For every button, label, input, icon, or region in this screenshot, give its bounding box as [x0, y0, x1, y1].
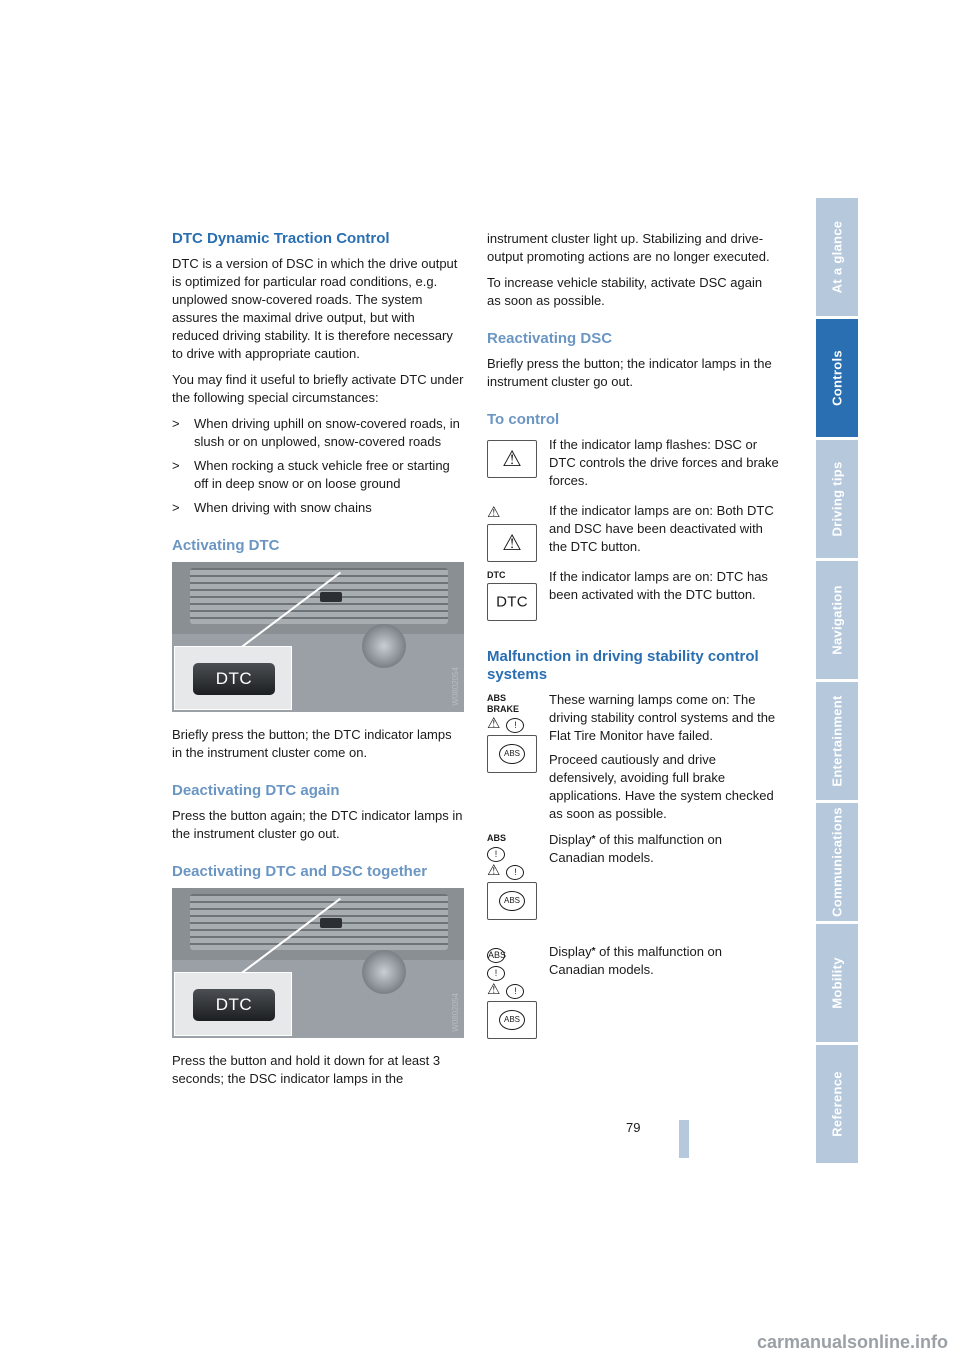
lamp-icons — [487, 570, 545, 621]
tab-controls[interactable]: Controls — [816, 319, 858, 437]
image-code: W0802054 — [451, 993, 460, 1032]
small-warning-triangle-icon: ⚠ — [487, 862, 501, 879]
together-heading: Deactivating DTC and DSC together — [172, 863, 428, 880]
canada-icons-2 — [487, 945, 545, 1039]
rotary-knob — [362, 950, 406, 994]
deactivating-paragraph: Press the button again; the DTC indicator lamps in the instrument cluster go out. — [172, 808, 463, 841]
air-vent — [190, 568, 448, 624]
malfunction-text-1: These warning lamps come on: The driving stability control systems and the Flat Tire Monitor have failed. — [549, 692, 776, 743]
dashboard-photo-activate — [172, 562, 464, 712]
activating-heading: Activating DTC — [172, 537, 280, 554]
exclamation-circle-icon: ! — [487, 966, 505, 981]
tab-driving-tips[interactable]: Driving tips — [816, 440, 858, 558]
right-column — [487, 230, 779, 1055]
lamp-icons — [487, 504, 545, 562]
small-warning-triangle-icon: ⚠ — [487, 715, 501, 732]
control-heading: To control — [487, 411, 560, 428]
dtc-lamp-icon: DTC — [487, 583, 537, 621]
brake-label: BRAKE — [487, 704, 520, 714]
exclamation-circle-icon: ! — [506, 865, 524, 880]
canada-display-row-1 — [487, 831, 779, 935]
lamp-icons — [487, 438, 545, 478]
dtc-small-label: DTC — [487, 570, 506, 580]
page-marker-bar — [679, 1120, 689, 1158]
exclamation-circle-icon: ! — [487, 847, 505, 862]
dtc-lamp-text: If the indicator lamps are on: DTC has been activated with the DTC button. — [549, 569, 768, 602]
list-item: > When driving uphill on snow-covered roads, in slush or on unplowed, snow-covered roads — [172, 415, 464, 451]
image-code: W0802054 — [451, 667, 460, 706]
abs-lamp-icon: ABS — [487, 882, 537, 920]
left-column — [172, 230, 464, 1096]
air-vent — [190, 894, 448, 950]
malfunction-icons — [487, 693, 545, 773]
tab-entertainment[interactable]: Entertainment — [816, 682, 858, 800]
lamp-flashing-row — [487, 436, 779, 494]
warning-triangle-icon: ⚠ — [487, 524, 537, 562]
page-number: 79 — [626, 1120, 641, 1135]
tab-mobility[interactable]: Mobility — [816, 924, 858, 1042]
circumstances-list — [172, 415, 464, 517]
dashboard-photo-together — [172, 888, 464, 1038]
small-warning-triangle-icon: ⚠ — [487, 981, 501, 998]
canada-display-row-2 — [487, 943, 779, 1047]
list-item: > When rocking a stuck vehicle free or starting off in deep snow or on loose ground — [172, 457, 464, 493]
dtc-button-location — [320, 592, 342, 602]
canada-display-text-2: Display* of this malfunction on Canadian models. — [549, 944, 722, 977]
abs-label: ABS — [487, 693, 507, 703]
abs-circle-icon: ABS — [487, 948, 505, 963]
reactivating-heading: Reactivating DSC — [487, 330, 613, 347]
malfunction-text-2: Proceed cautiously and drive defensively, avoiding full brake applications. Have the system checked as soon as possible. — [549, 752, 774, 821]
list-item: > When driving with snow chains — [172, 499, 464, 517]
tab-reference[interactable]: Reference — [816, 1045, 858, 1163]
warning-triangle-icon: ⚠ — [487, 440, 537, 478]
abs-label: ABS — [487, 833, 507, 843]
asterisk: * — [591, 834, 596, 845]
tab-at-a-glance[interactable]: At a glance — [816, 198, 858, 316]
increase-paragraph: To increase vehicle stability, activate DSC again as soon as possible. — [487, 275, 763, 308]
lamp-on-row — [487, 502, 779, 560]
malfunction-heading: Malfunction in driving stability control systems — [487, 648, 759, 683]
lamp-on-text: If the indicator lamps are on: Both DTC and DSC have been deactivated with the DTC button. — [549, 503, 774, 554]
intro-paragraph: DTC is a version of DSC in which the drive output is optimized for particular road conditions, e.g. unplowed snow-covered roads. The system assures the maximal drive output, but with reduced driving stability. It is therefore necessary to drive with appropriate caution. — [172, 256, 458, 361]
button-inset — [174, 972, 292, 1036]
circumstances-paragraph: You may find it useful to briefly activate DTC under the following special circumstances: — [172, 372, 464, 405]
abs-lamp-icon: ABS — [487, 1001, 537, 1039]
manual-page: At a glance Controls Driving tips Navigation Entertainment Communications Mobility Reference DTC Dynamic Traction Control DTC is a version of DSC in which the drive output is optimized for particular road conditions, e.g. unplowed snow-covered roads. The system assures the maximal drive output, but with reduced driving stability. It is therefore necessary to drive with appropriate caution. You may find it useful to briefly activate DTC under the following special circumstances: > When driving uphill on snow-covered roads, in slush or on unplowed, snow-covered roads > When rocking a stuck vehicle free or starting off in deep snow or on loose ground > When driving with snow chains Activating DTC DTC W0802054 Briefly press the button; the DTC indicator lamps in the instrument cluster come on. Deactivating DTC again Press the button again; the DTC indicator lamps in the instrument cluster go out. Deactivating DTC and DSC together DTC W0802054 Press the button and hold it down for at least 3 seconds; the DSC indicator lamps in the instrument cluster light up. Stabilizing and drive-output promoting actions are no longer executed. To increase vehicle stability, activate DSC again as soon as possible. Reactivating DSC Briefly press the button; the indicator lamps in the instrument cluster go out. To control ⚠ If the indicator lamp flashes: DSC or DTC controls the drive forces and brake forces. ⚠ ⚠ If the indicator lamps are on: Both DTC and DSC have been deactivated with the DTC button. DTC DTC If the indicator lamps are on: DTC has been activated with the DTC button. Malfunction in driving stability control systems ABS BRAKE ⚠ ! ABS These warning lamps come on: The driving stability control systems and the Flat Tire Monitor have failed. Proceed cautiously and drive defensively, avoiding full brake applications. Have the system checked as soon as possible. ABS ! ⚠ ! ABS Display* of this malfunction on Canadian models. ABS ! ⚠ ! ABS Display* of this malfunction on Canadian models. 79 carmanualsonline.info — [0, 0, 960, 1358]
activating-paragraph: Briefly press the button; the DTC indicator lamps in the instrument cluster come on. — [172, 727, 452, 760]
exclamation-circle-icon: ! — [506, 984, 524, 999]
rotary-knob — [362, 624, 406, 668]
canada-display-text-1: Display* of this malfunction on Canadian models. — [549, 832, 722, 865]
dtc-button: DTC — [193, 989, 275, 1021]
together-paragraph: Press the button and hold it down for at least 3 seconds; the DSC indicator lamps in the — [172, 1053, 441, 1086]
lamp-flashing-text: If the indicator lamp flashes: DSC or DTC controls the drive forces and brake forces. — [549, 437, 779, 488]
reactivating-paragraph: Briefly press the button; the indicator lamps in the instrument cluster go out. — [487, 356, 772, 389]
tab-communications[interactable]: Communications — [816, 803, 858, 921]
dtc-button-location — [320, 918, 342, 928]
dtc-button: DTC — [193, 663, 275, 695]
asterisk: * — [591, 946, 596, 957]
section-tabs — [816, 198, 858, 1166]
section-title: DTC Dynamic Traction Control — [172, 230, 390, 247]
tab-navigation[interactable]: Navigation — [816, 561, 858, 679]
button-inset — [174, 646, 292, 710]
canada-icons-1 — [487, 833, 545, 920]
small-warning-triangle-icon: ⚠ — [487, 504, 501, 521]
deactivating-heading: Deactivating DTC again — [172, 782, 340, 799]
exclamation-circle-icon: ! — [506, 718, 524, 733]
continued-paragraph: instrument cluster light up. Stabilizing and drive-output promoting actions are no longer executed. — [487, 231, 770, 264]
dtc-lamp-row — [487, 568, 779, 626]
malfunction-row — [487, 691, 779, 823]
abs-lamp-icon: ABS — [487, 735, 537, 773]
